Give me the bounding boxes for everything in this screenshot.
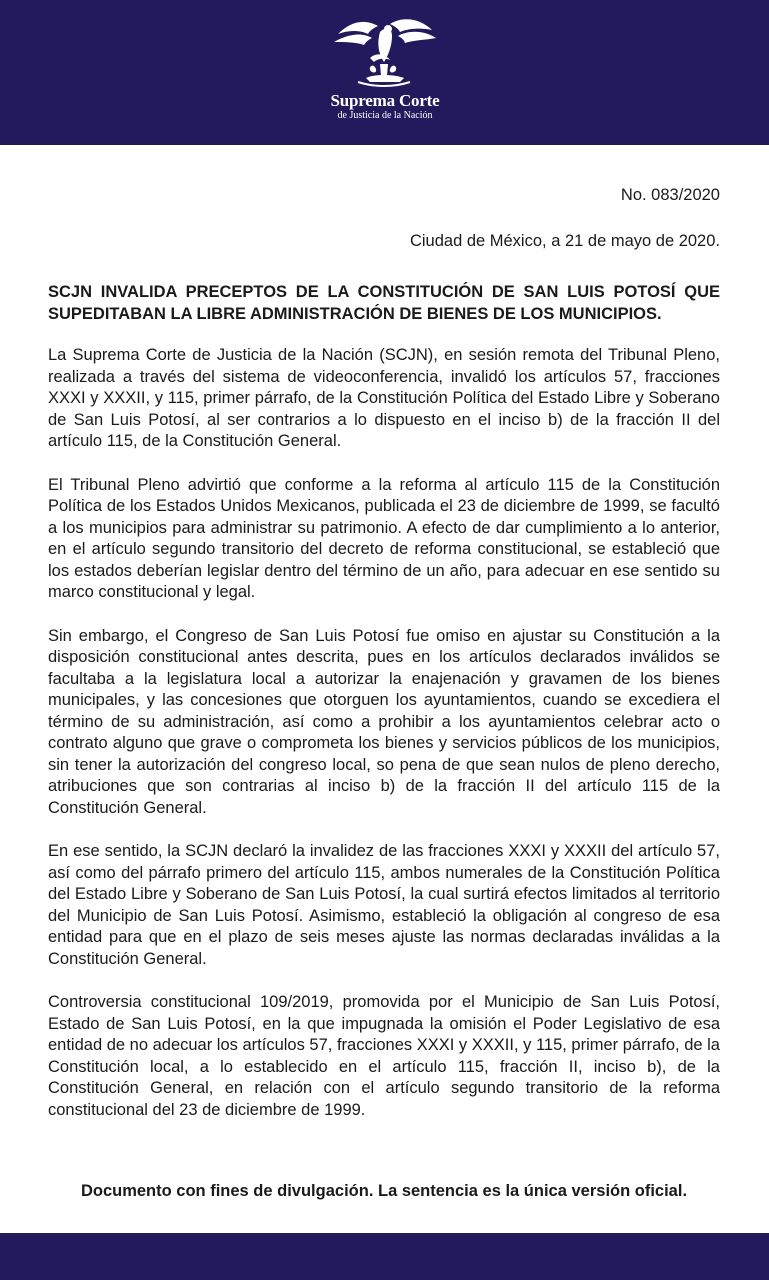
- paragraph: Controversia constitucional 109/2019, promovida por el Municipio de San Luis Potosí, Estado de San Luis Potosí, en la que impugnada la omisión el Poder Legislativo de esa entidad de no adecuar los artículos 57, fracciones XXXI y XXXII, y 115, primer párrafo, de la Constitución local, a lo establecido en el artículo 115, fracción II, inciso b), de la Constitución General, en relación con el artículo segundo transitorio de la reforma constitucional del 23 de diciembre de 1999.: [48, 993, 720, 1119]
- logo-subtitle: de Justicia de la Nación: [337, 110, 433, 121]
- logo-name: Suprema Corte: [330, 91, 440, 110]
- disclaimer-note: Documento con fines de divulgación. La sentencia es la única versión oficial.: [80, 1182, 688, 1200]
- paragraph: La Suprema Corte de Justicia de la Nación (SCJN), en sesión remota del Tribunal Pleno, realizada a través del sistema de videoconferencia, invalidó los artículos 57, fracciones XXXI y XXXII, y 115, primer párrafo, de la Constitución Política del Estado Libre y Soberano de San Luis Potosí, al ser contrarios a lo dispuesto en el inciso b) de la fracción II del artículo 115, de la Constitución General.: [48, 346, 720, 450]
- scjn-logo: [325, 12, 445, 130]
- footer-banner: [0, 1233, 769, 1280]
- press-release-date: Ciudad de México, a 21 de mayo de 2020.: [409, 231, 720, 250]
- document-body: [48, 185, 720, 1143]
- paragraph: Sin embargo, el Congreso de San Luis Potosí fue omiso en ajustar su Constitución a la disposición constitucional antes descrita, pues en los artículos declarados inválidos se facultaba a la legislatura local a autorizar la enajenación y gravamen de los bienes municipales, y las concesiones que otorguen los ayuntamientos, cuando se excediera el término de su administración, así como a prohibir a los ayuntamientos celebrar acto o contrato alguno que grave o comprometa los bienes y servicios públicos de los municipios, sin tener la autorización del congreso local, so pena de que sean nulos de pleno derecho, atribuciones que son contrarias al inciso b) de la fracción II del artículo 115 de la Constitución General.: [48, 626, 720, 817]
- eagle-emblem-icon: [330, 12, 440, 90]
- header-banner: [0, 0, 769, 145]
- paragraph: En ese sentido, la SCJN declaró la invalidez de las fracciones XXXI y XXXII del artículo 57, así como del párrafo primero del artículo 115, ambos numerales de la Constitución Política del Estado Libre y Soberano de San Luis Potosí, la cual surtirá efectos limitados al territorio del Municipio de San Luis Potosí. Asimismo, estableció la obligación al congreso de esa entidad para que en el plazo de seis meses ajuste las normas declaradas inválidas a la Constitución General.: [48, 842, 720, 968]
- press-release-number: No. 083/2020: [620, 186, 720, 204]
- paragraph: El Tribunal Pleno advirtió que conforme a la reforma al artículo 115 de la Constitución Política de los Estados Unidos Mexicanos, publicada el 23 de diciembre de 1999, se facultó a los municipios para administrar su patrimonio. A efecto de dar cumplimiento a lo anterior, en el artículo segundo transitorio del decreto de reforma constitucional, se estableció que los estados deberían legislar dentro del término de un año, para adecuar en ese sentido su marco constitucional y legal.: [48, 475, 720, 601]
- press-release-title: SCJN INVALIDA PRECEPTOS DE LA CONSTITUCIÓN DE SAN LUIS POTOSÍ QUE SUPEDITABAN LA LIBRE ADMINISTRACIÓN DE BIENES DE LOS MUNICIPIOS.: [48, 283, 720, 323]
